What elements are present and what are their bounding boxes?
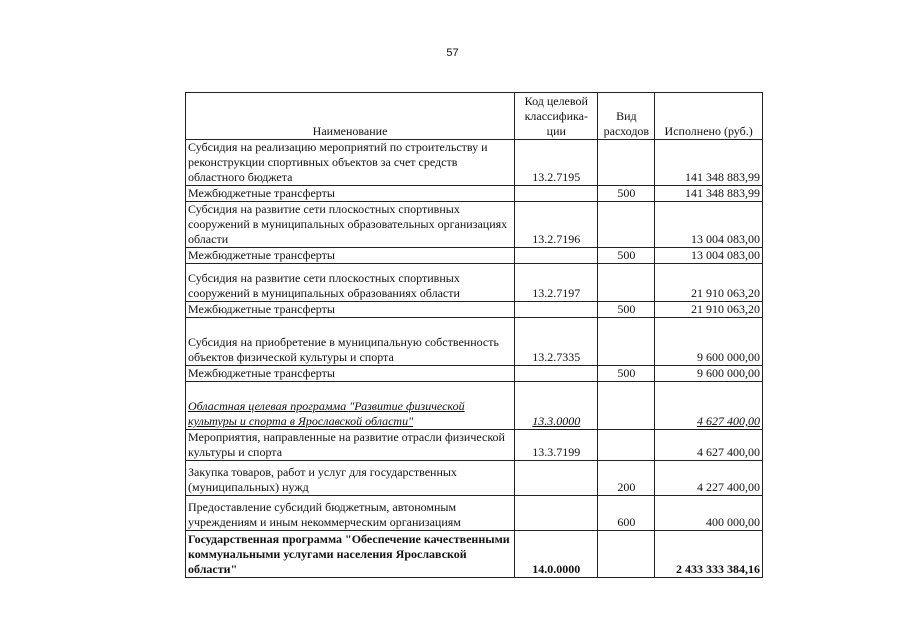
- table-row: [186, 382, 763, 430]
- row-type: [598, 382, 655, 430]
- row-name: Закупка товаров, работ и услуг для государственных (муниципальных) нужд: [186, 461, 515, 496]
- row-type: [598, 531, 655, 578]
- table-row: [186, 496, 763, 531]
- table-row: [186, 248, 763, 264]
- row-type: 500: [598, 186, 655, 202]
- table-row: [186, 264, 763, 302]
- table-row: [186, 186, 763, 202]
- row-name: Предоставление субсидий бюджетным, автономным учреждениям и иным некоммерческим организациям: [186, 496, 515, 531]
- row-code: 14.0.0000: [515, 531, 598, 578]
- table-row: [186, 366, 763, 382]
- row-code: 13.3.0000: [515, 382, 598, 430]
- row-code: [515, 186, 598, 202]
- row-type: 500: [598, 302, 655, 318]
- row-type: [598, 318, 655, 366]
- row-name: Областная целевая программа "Развитие физической культуры и спорта в Ярославской области": [186, 382, 515, 430]
- row-amount: 9 600 000,00: [655, 366, 763, 382]
- row-name: Субсидия на развитие сети плоскостных спортивных сооружений в муниципальных образовательных организациях области: [186, 202, 515, 248]
- row-type: [598, 430, 655, 461]
- row-name: Межбюджетные трансферты: [186, 186, 515, 202]
- row-amount: 9 600 000,00: [655, 318, 763, 366]
- row-type: 500: [598, 366, 655, 382]
- header-code: Код целевой классифика-ции: [515, 93, 598, 140]
- row-code: 13.2.7195: [515, 140, 598, 186]
- row-name: Государственная программа "Обеспечение качественными коммунальными услугами населения Ярославской области": [186, 531, 515, 578]
- table-row: [186, 430, 763, 461]
- row-code: [515, 461, 598, 496]
- row-name: Мероприятия, направленные на развитие отрасли физической культуры и спорта: [186, 430, 515, 461]
- row-code: [515, 496, 598, 531]
- row-name: Межбюджетные трансферты: [186, 366, 515, 382]
- row-type: [598, 140, 655, 186]
- row-code: [515, 302, 598, 318]
- row-code: [515, 366, 598, 382]
- row-amount: 141 348 883,99: [655, 186, 763, 202]
- row-amount: 13 004 083,00: [655, 248, 763, 264]
- row-name: Субсидия на развитие сети плоскостных спортивных сооружений в муниципальных образованиях области: [186, 264, 515, 302]
- row-type: 600: [598, 496, 655, 531]
- header-name: Наименование: [186, 93, 515, 140]
- table-row: [186, 202, 763, 248]
- row-amount: 4 627 400,00: [655, 382, 763, 430]
- row-type: [598, 202, 655, 248]
- row-amount: 21 910 063,20: [655, 302, 763, 318]
- row-code: 13.3.7199: [515, 430, 598, 461]
- row-name: Субсидия на приобретение в муниципальную собственность объектов физической культуры и спорта: [186, 318, 515, 366]
- table-row: [186, 302, 763, 318]
- row-type: 200: [598, 461, 655, 496]
- table-row: [186, 318, 763, 366]
- table-header: [186, 93, 763, 140]
- row-amount: 21 910 063,20: [655, 264, 763, 302]
- header-type: Вид расходов: [598, 93, 655, 140]
- table-row: [186, 531, 763, 578]
- row-amount: 2 433 333 384,16: [655, 531, 763, 578]
- row-code: 13.2.7196: [515, 202, 598, 248]
- row-code: [515, 248, 598, 264]
- row-type: 500: [598, 248, 655, 264]
- table-body: [186, 140, 763, 578]
- row-name: Межбюджетные трансферты: [186, 248, 515, 264]
- row-name: Субсидия на реализацию мероприятий по строительству и реконструкции спортивных объектов за счет средств областного бюджета: [186, 140, 515, 186]
- table-row: [186, 461, 763, 496]
- row-type: [598, 264, 655, 302]
- header-amount: Исполнено (руб.): [655, 93, 763, 140]
- row-amount: 4 227 400,00: [655, 461, 763, 496]
- row-code: 13.2.7335: [515, 318, 598, 366]
- table-row: [186, 140, 763, 186]
- header-row: [186, 93, 763, 140]
- row-amount: 141 348 883,99: [655, 140, 763, 186]
- row-amount: 400 000,00: [655, 496, 763, 531]
- page-number: 57: [446, 47, 459, 59]
- row-amount: 4 627 400,00: [655, 430, 763, 461]
- row-amount: 13 004 083,00: [655, 202, 763, 248]
- row-name: Межбюджетные трансферты: [186, 302, 515, 318]
- budget-table: [185, 92, 763, 578]
- row-code: 13.2.7197: [515, 264, 598, 302]
